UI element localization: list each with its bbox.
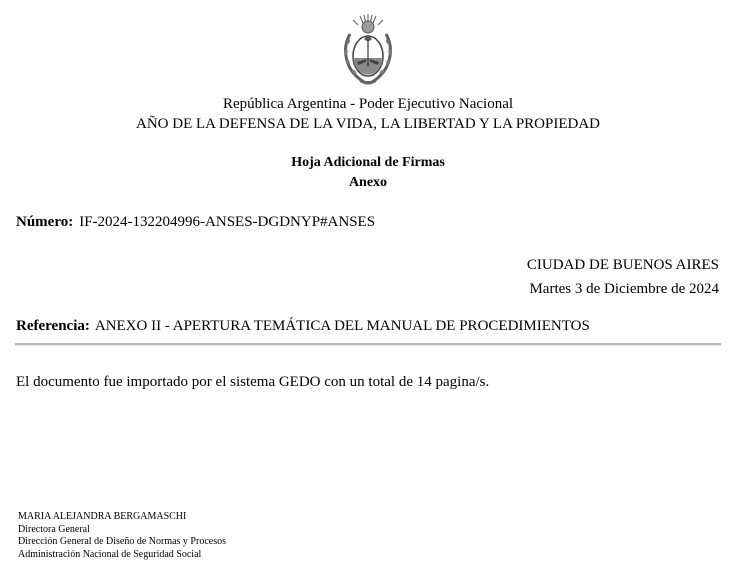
document-number-value: IF-2024-132204996-ANSES-DGDNYP#ANSES bbox=[79, 214, 376, 230]
document-city: CIUDAD DE BUENOS AIRES bbox=[526, 257, 719, 273]
document-subtitle: Anexo bbox=[348, 175, 388, 190]
header-year-motto: AÑO DE LA DEFENSA DE LA VIDA, LA LIBERTAD Y LA PROPIEDAD bbox=[135, 116, 600, 132]
document-body: El documento fue importado por el sistema GEDO con un total de 14 pagina/s. bbox=[16, 374, 490, 390]
header-country: República Argentina - Poder Ejecutivo Nacional bbox=[222, 96, 514, 112]
document-number bbox=[16, 214, 375, 231]
document-title: Hoja Adicional de Firmas bbox=[291, 155, 445, 170]
coat-of-arms-icon bbox=[340, 12, 396, 88]
horizontal-divider bbox=[15, 343, 721, 346]
document-reference bbox=[16, 318, 590, 335]
signature-block bbox=[18, 511, 226, 561]
signer-department: Dirección General de Diseño de Normas y Procesos bbox=[18, 536, 226, 547]
signer-name: MARIA ALEJANDRA BERGAMASCHI bbox=[18, 511, 187, 522]
document-date: Martes 3 de Diciembre de 2024 bbox=[529, 281, 719, 297]
signer-position: Directora General bbox=[18, 523, 90, 535]
document-reference-label: Referencia: bbox=[16, 318, 90, 334]
signer-organization: Administración Nacional de Seguridad Social bbox=[18, 548, 202, 560]
document-reference-value: ANEXO II - APERTURA TEMÁTICA DEL MANUAL DE PROCEDIMIENTOS bbox=[94, 318, 590, 334]
document-number-label: Número: bbox=[16, 214, 74, 230]
